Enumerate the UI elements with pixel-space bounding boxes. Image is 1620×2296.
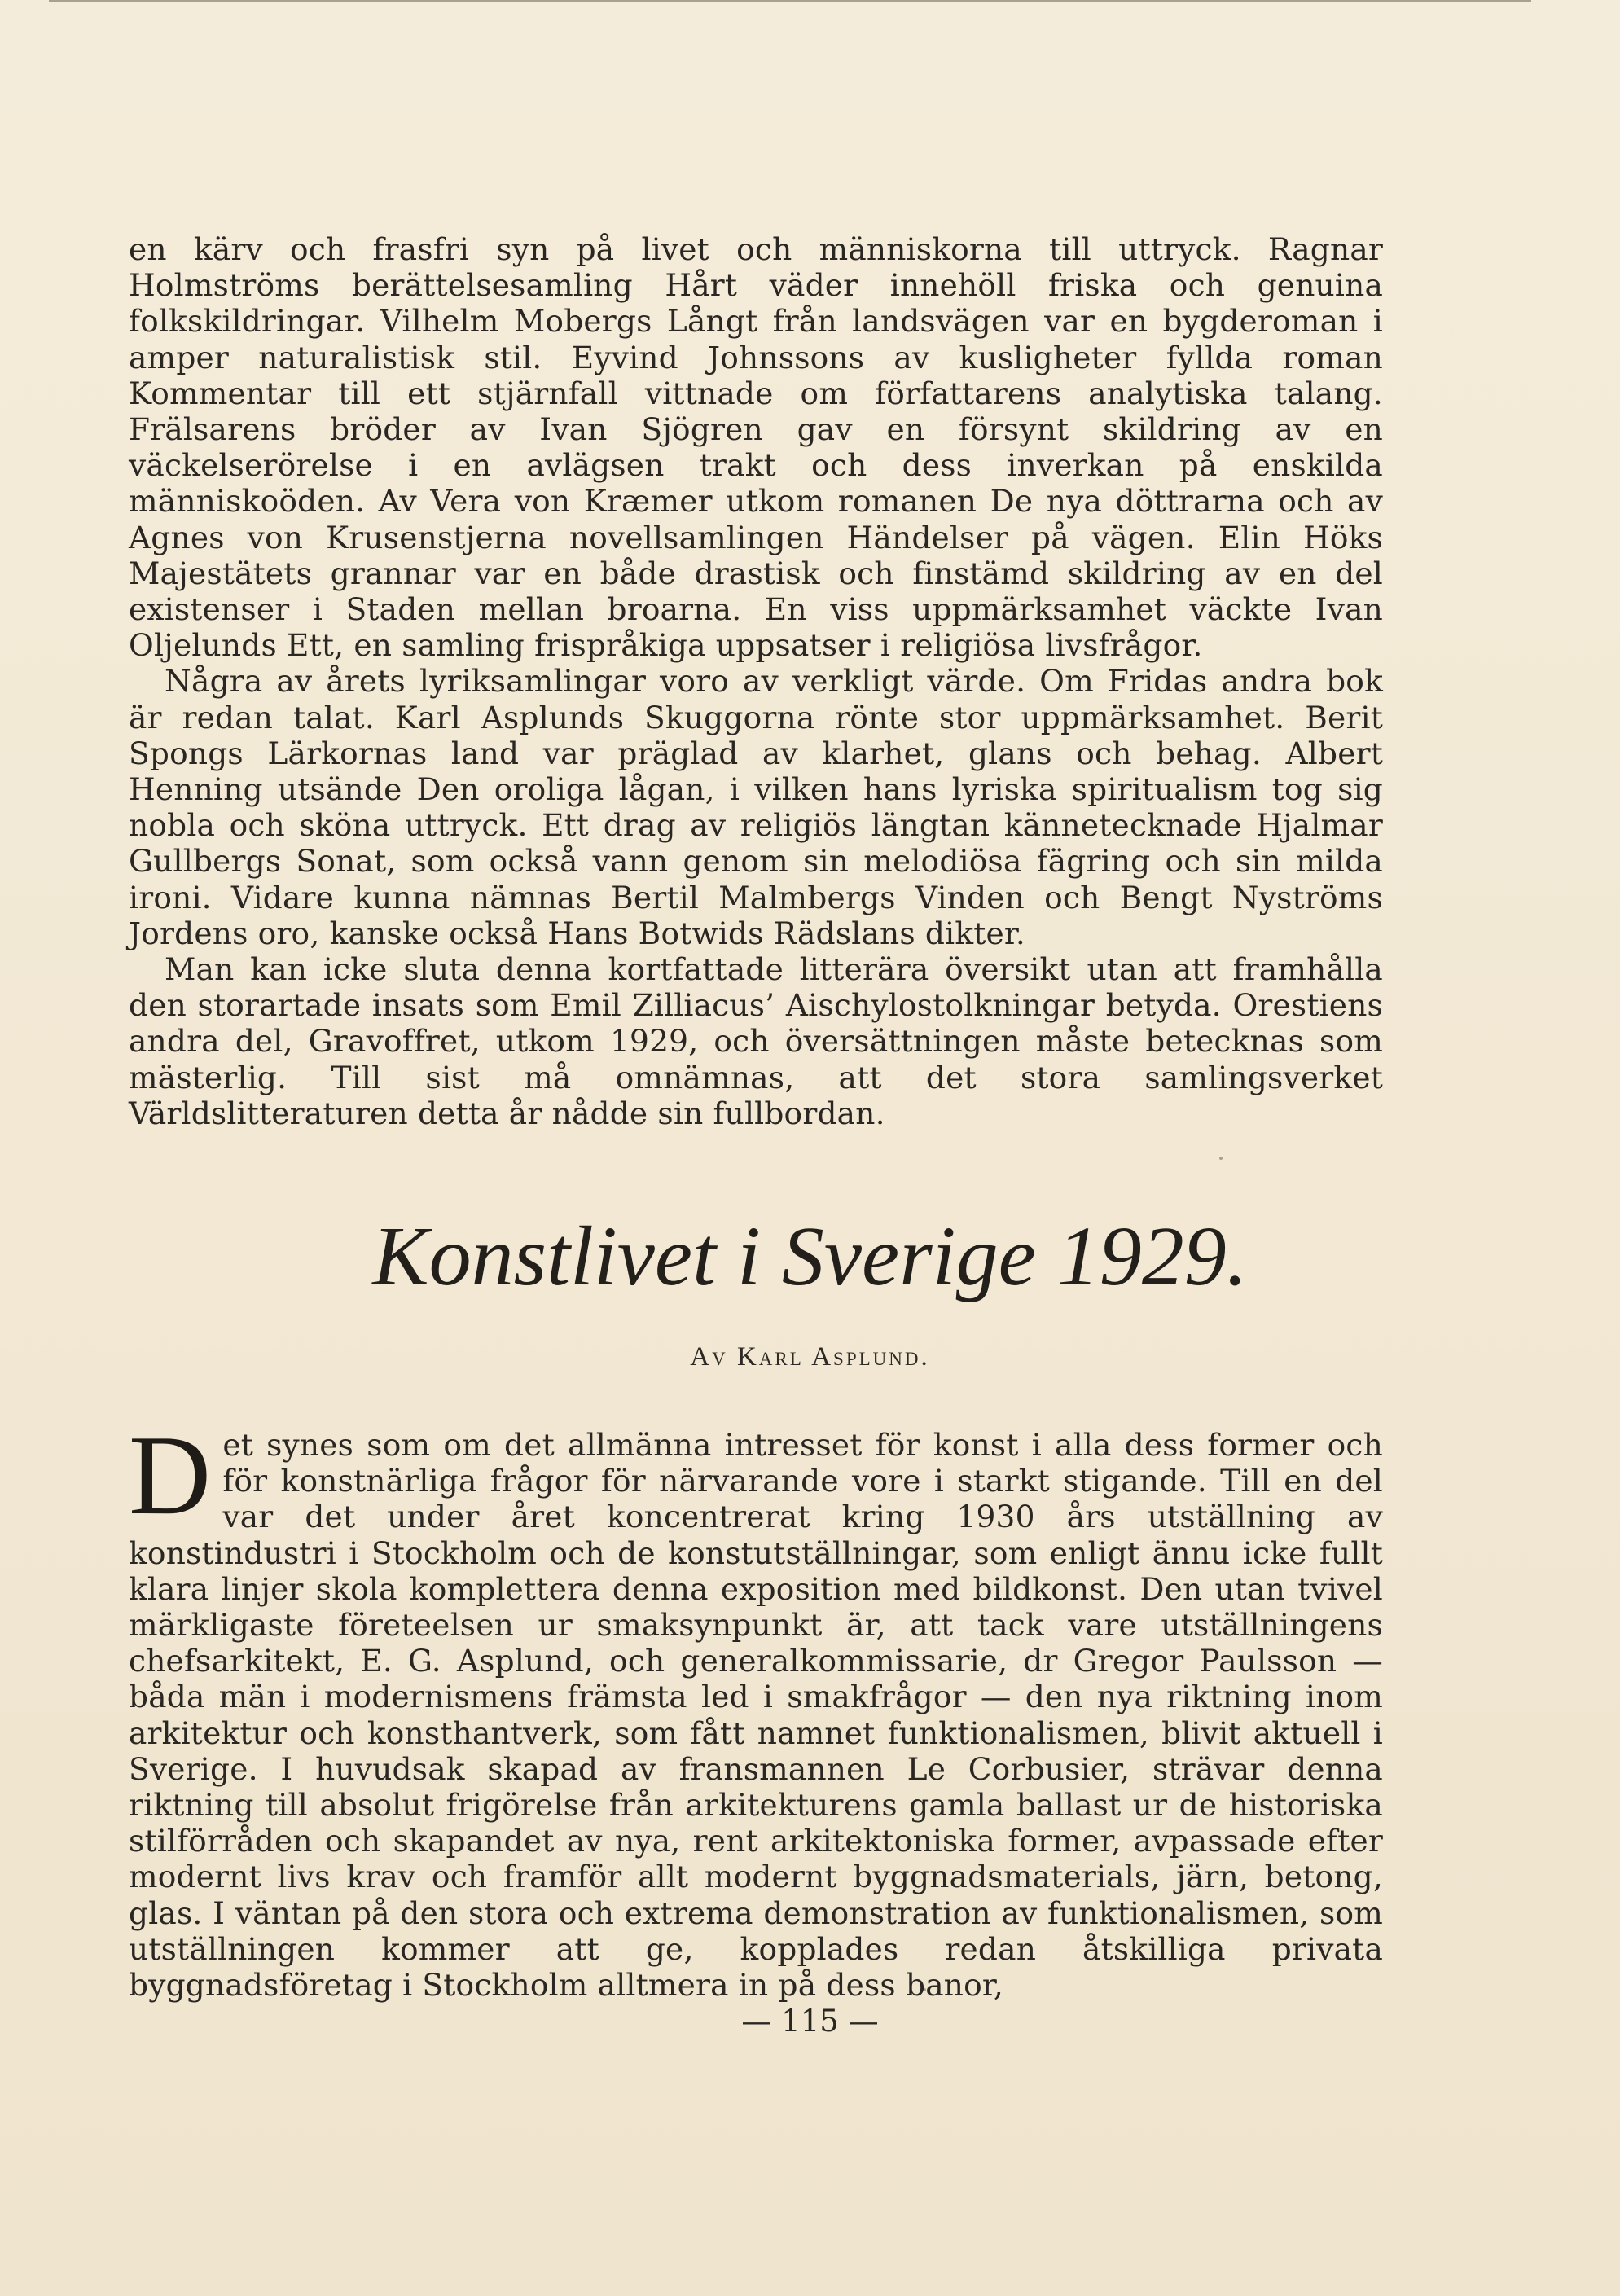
drop-cap: D bbox=[129, 1412, 212, 1539]
page-number: — 115 — bbox=[741, 2004, 879, 2039]
paragraph: Man kan icke sluta denna kortfattade litterära översikt utan att framhålla den storartade insats som Emil Zilliacus’ Aischylostolkningar betyda. Orestiens andra del, Gravoffret, utkom 1929, och översättningen måste betecknas som mästerlig. Till sist må omnämnas, att det stora samlingsverket Världslitteraturen detta år nådde sin fullbordan. bbox=[129, 951, 1383, 1131]
previous-article-text bbox=[129, 231, 1383, 1131]
article-title: Konstlivet i Sverige 1929. bbox=[372, 1209, 1248, 1303]
article-byline: Av Karl Asplund. bbox=[690, 1342, 930, 1372]
paragraph: en kärv och frasfri syn på livet och människorna till uttryck. Ragnar Holmströms berättelsesamling Hårt väder innehöll friska och genuina folkskildringar. Vilhelm Mobergs Långt från landsvägen var en bygderoman i amper naturalistisk stil. Eyvind Johnssons av kusligheter fyllda roman Kommentar till ett stjärnfall vittnade om författarens analytiska talang. Frälsarens bröder av Ivan Sjögren gav en försynt skildring av en väckelserörelse i en avlägsen trakt och dess inverkan på enskilda människoöden. Av Vera von Kræmer utkom romanen De nya döttrarna och av Agnes von Krusenstjerna novellsamlingen Händelser på vägen. Elin Höks Majestätets grannar var en både drastisk och finstämd skildring av en del existenser i Staden mellan broarna. En viss uppmärksamhet väckte Ivan Oljelunds Ett, en samling frispråkiga uppsatser i religiösa livsfrågor. bbox=[129, 231, 1383, 664]
paragraph bbox=[129, 1412, 1383, 2004]
paragraph: Några av årets lyriksamlingar voro av verkligt värde. Om Fridas andra bok är redan talat. Karl Asplunds Skuggorna rönte stor uppmärksamhet. Berit Spongs Lärkornas land var präglad av klarhet, glans och behag. Albert Henning utsände Den oroliga lågan, i vilken hans lyriska spiritualism tog sig nobla och sköna uttryck. Ett drag av religiös längtan kännetecknade Hjalmar Gullbergs Sonat, som också vann genom sin melodiösa fägring och sin milda ironi. Vidare kunna nämnas Bertil Malmbergs Vinden och Bengt Nyströms Jordens oro, kanske också Hans Botwids Rädslans dikter. bbox=[129, 663, 1383, 951]
article-body bbox=[129, 1412, 1383, 2004]
top-rule bbox=[49, 0, 1531, 2]
speck bbox=[1219, 1157, 1223, 1160]
paragraph-text: et synes som om det allmänna intresset för konst i alla dess former och för konstnärliga frågor för närvarande vore i starkt stigande. Till en del var det under året koncentrerat kring 1930 års utställning av konstindustri i Stockholm och de konstutställningar, som enligt ännu icke fullt klara linjer skola komplettera denna exposition med bildkonst. Den utan tvivel märkligaste företeelsen ur smaksynpunkt är, att tack vare utställningens chefsarkitekt, E. G. Asplund, och generalkommissarie, dr Gregor Paulsson — båda män i modernismens främsta led i smakfrågor — den nya riktning inom arkitektur och konsthantverk, som fått namnet funktionalismen, blivit aktuell i Sverige. I huvudsak skapad av fransmannen Le Corbusier, strävar denna riktning till absolut frigörelse från arkitekturens gamla ballast ur de historiska stilförråden och skapandet av nya, rent arkitektoniska former, avpassade efter modernt livs krav och framför allt modernt byggnadsmaterials, järn, betong, glas. I väntan på den stora och extrema demonstration av funktionalismen, som utställningen kommer att ge, kopplades redan åtskilliga privata byggnadsföretag i Stockholm alltmera in på dess banor, bbox=[129, 1427, 1383, 2004]
